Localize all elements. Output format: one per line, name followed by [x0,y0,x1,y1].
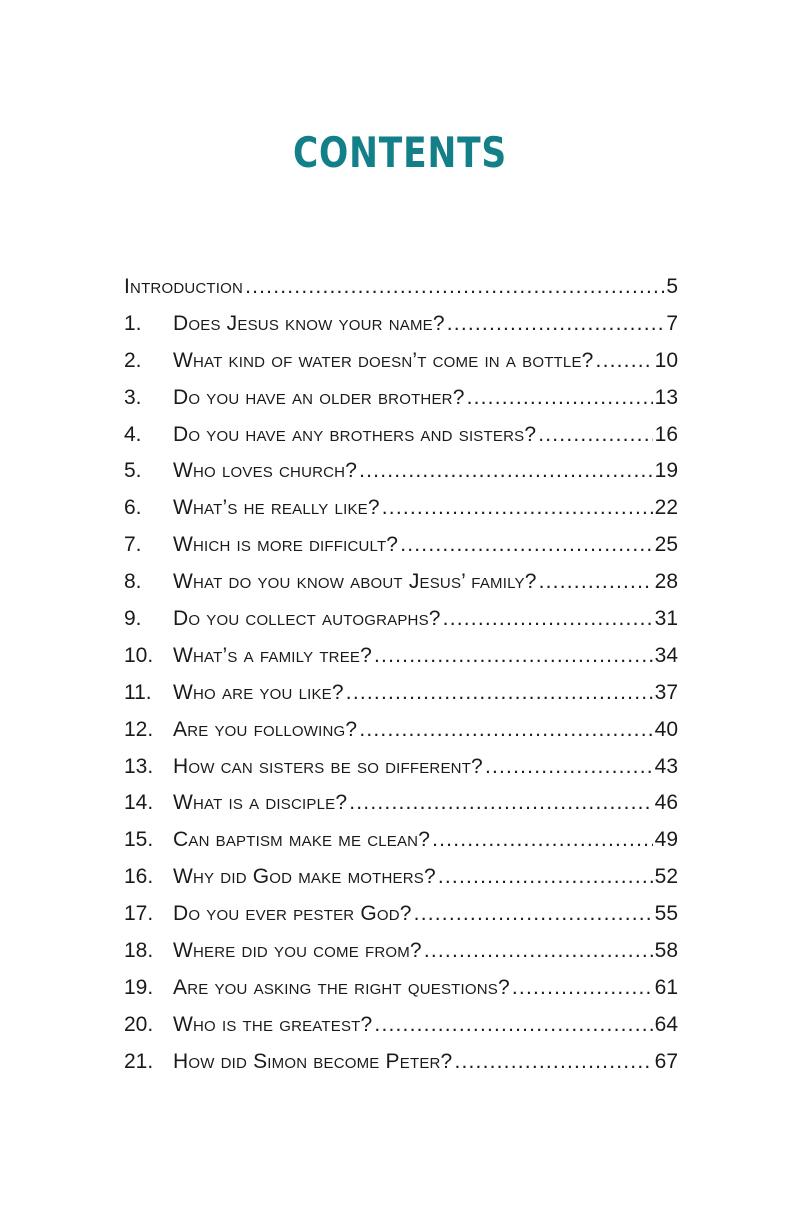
toc-entry-number: 4. [124,422,142,446]
table-of-contents [124,269,678,1081]
toc-entry-title: Introduction [124,275,244,298]
dot-leader [454,1044,652,1081]
toc-entry[interactable] [124,712,678,749]
toc-entry-number: 10. [124,643,154,667]
toc-entry[interactable] [124,453,678,490]
contents-heading: CONTENTS [292,128,508,177]
toc-entry[interactable] [124,527,678,564]
toc-entry-title: How can sisters be so different? [173,754,483,778]
toc-entry-number: 15. [124,828,154,852]
toc-entry-number: 2. [124,348,142,372]
dot-leader [438,859,653,896]
toc-entry[interactable] [124,343,678,380]
toc-entry-page: 13 [654,385,678,409]
toc-entry-title: Where did you come from? [173,939,422,963]
toc-entry-page: 49 [654,828,678,852]
toc-entry-number: 18. [124,939,154,963]
toc-entry-number: 1. [124,311,142,335]
toc-entry-number: 20. [124,1012,154,1036]
dot-leader [467,380,653,417]
toc-entry-title: Who loves church? [173,459,358,483]
dot-leader [382,490,653,527]
toc-entry-title: Does Jesus know your name? [173,311,445,335]
toc-entry-title: What is a disciple? [173,791,348,815]
dot-leader [346,675,653,712]
toc-entry-page: 28 [654,570,678,594]
toc-entry-page: 37 [654,680,678,704]
toc-entry-title: What’s he really like? [173,496,380,520]
toc-entry-number: 17. [124,902,154,926]
toc-entry[interactable] [124,822,678,859]
dot-leader [512,970,653,1007]
dot-leader [359,712,652,749]
toc-entry-page: 40 [654,717,678,741]
toc-entry[interactable] [124,933,678,970]
toc-entry[interactable] [124,564,678,601]
toc-entry-number: 6. [124,496,142,520]
toc-entry[interactable] [124,306,678,343]
dot-leader [432,822,653,859]
toc-entry[interactable] [124,380,678,417]
toc-entry[interactable] [124,490,678,527]
toc-entry-page: 52 [654,865,678,889]
toc-entry-title: Are you asking the right questions? [173,975,510,999]
dot-leader [349,785,652,822]
dot-leader [414,896,653,933]
toc-entry[interactable] [124,859,678,896]
toc-entry-page: 5 [666,275,678,298]
toc-entry-number: 13. [124,754,154,778]
toc-entry-title: Do you collect autographs? [173,607,441,631]
toc-entry-title: What do you know about Jesus’ family? [173,570,537,594]
dot-leader [359,453,653,490]
toc-entry-title: Why did God make mothers? [173,865,436,889]
toc-entry-page: 22 [654,496,678,520]
dot-leader [424,933,653,970]
toc-entry[interactable] [124,417,678,454]
toc-entry[interactable] [124,638,678,675]
dot-leader [485,749,653,786]
toc-entry-title: Who are you like? [173,680,344,704]
toc-entry-title: Which is more difficult? [173,533,399,557]
toc-entry-title: Can baptism make me clean? [173,828,431,852]
toc-entry-page: 43 [654,754,678,778]
toc-entry-page: 67 [654,1049,678,1073]
toc-entry-number: 12. [124,717,154,741]
toc-entry-page: 61 [654,975,678,999]
toc-entry-title: What’s a family tree? [173,643,373,667]
toc-entry-page: 25 [654,533,678,557]
toc-entry[interactable] [124,749,678,786]
dot-leader [447,306,665,343]
toc-entry-title: Are you following? [173,717,358,741]
toc-entry-number: 16. [124,865,154,889]
toc-entry[interactable] [124,785,678,822]
dot-leader [443,601,653,638]
toc-entry-number: 19. [124,975,154,999]
dot-leader [596,343,653,380]
toc-entry-number: 7. [124,533,142,557]
toc-entry-number: 11. [124,680,152,704]
toc-entry[interactable] [124,970,678,1007]
toc-entry-number: 8. [124,570,142,594]
toc-entry-page: 55 [654,902,678,926]
toc-entry-page: 10 [654,348,678,372]
toc-entry-number: 3. [124,385,142,409]
toc-entry-page: 58 [654,939,678,963]
toc-entry[interactable] [124,896,678,933]
toc-entry-title: What kind of water doesn’t come in a bottle? [173,348,594,372]
dot-leader [538,417,652,454]
toc-entry-page: 64 [654,1012,678,1036]
toc-entry[interactable] [124,1044,678,1081]
toc-entry-number: 9. [124,607,142,631]
dot-leader [539,564,653,601]
toc-entry-introduction[interactable] [124,269,678,306]
chapter-list [124,306,678,1081]
toc-entry-page: 7 [666,311,678,335]
dot-leader [400,527,652,564]
toc-entry-title: Do you ever pester God? [173,902,412,926]
toc-entry-page: 34 [654,643,678,667]
toc-entry[interactable] [124,1007,678,1044]
toc-entry[interactable] [124,675,678,712]
toc-entry-title: Do you have an older brother? [173,385,465,409]
dot-leader [245,269,664,306]
toc-entry-number: 5. [124,459,142,483]
toc-entry-title: How did Simon become Peter? [173,1049,453,1073]
dot-leader [374,638,653,675]
toc-entry-page: 31 [654,607,678,631]
toc-entry-page: 19 [654,459,678,483]
toc-entry-title: Do you have any brothers and sisters? [173,422,537,446]
toc-entry[interactable] [124,601,678,638]
toc-entry-number: 21. [124,1049,154,1073]
toc-entry-page: 46 [654,791,678,815]
toc-entry-title: Who is the greatest? [173,1012,373,1036]
toc-entry-number: 14. [124,791,154,815]
dot-leader [374,1007,652,1044]
toc-entry-page: 16 [654,422,678,446]
